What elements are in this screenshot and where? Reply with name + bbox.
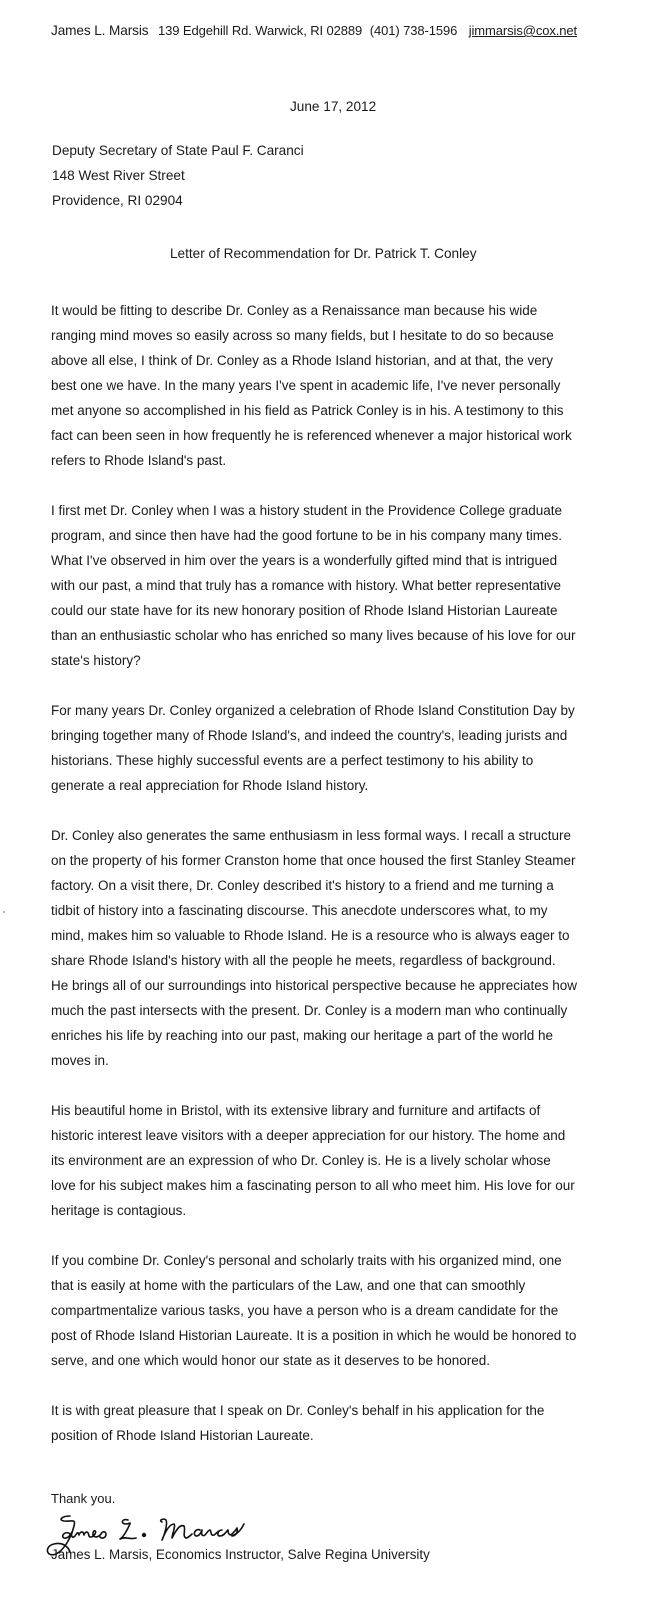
body-line: love for his subject makes him a fascinating person to all who meet him. His love for our [51, 1178, 575, 1193]
body-line: program, and since then have had the good fortune to be in his company many times. [51, 528, 563, 543]
signature-stroke [194, 1524, 244, 1536]
sender-address: 139 Edgehill Rd. Warwick, RI 02889 [157, 23, 363, 38]
body-line: position of Rhode Island Historian Laureate. [51, 1428, 314, 1443]
body-line: fact can been seen in how frequently he is referenced whenever a major historical work [51, 428, 572, 443]
body-line: historic interest leave visitors with a deeper appreciation for our history. The home and [51, 1128, 566, 1143]
body-line: It is with great pleasure that I speak on Dr. Conley's behalf in his application for the [51, 1403, 545, 1418]
body-line: could our state have for its new honorary position of Rhode Island Historian Laureate [51, 603, 558, 618]
body-line: with our past, a mind that truly has a romance with history. What better representative [51, 578, 561, 593]
body-line: mind, makes him so valuable to Rhode Island. He is a resource who is always eager to [51, 928, 570, 943]
recipient-address [52, 138, 304, 213]
body-line: best one we have. In the many years I've spent in academic life, I've never personally [51, 378, 561, 393]
body-line: above all else, I think of Dr. Conley as a Rhode Island historian, and at that, the very [51, 353, 554, 368]
letter-subject: Letter of Recommendation for Dr. Patrick T. Conley [170, 246, 477, 261]
body-line: It would be fitting to describe Dr. Conley as a Renaissance man because his wide [51, 303, 538, 318]
body-line: its environment are an expression of who Dr. Conley is. He is a lively scholar whose [51, 1153, 551, 1168]
sender-name: James L. Marsis [51, 23, 149, 38]
body-line: met anyone so accomplished in his field as Patrick Conley is in his. A testimony to this [51, 403, 564, 418]
body-line: bringing together many of Rhode Island's, and indeed the country's, leading jurists and [51, 728, 568, 743]
body-line: heritage is contagious. [51, 1203, 187, 1218]
body-line: enriches his life by reaching into our past, making our heritage a part of the world he [51, 1028, 554, 1043]
body-paragraph [51, 698, 617, 798]
sender-phone: (401) 738-1596 [369, 23, 458, 38]
body-line: ranging mind moves so easily across so many fields, but I hesitate to do so because [51, 328, 554, 343]
body-line: historians. These highly successful events are a perfect testimony to his ability to [51, 753, 534, 768]
body-line: share Rhode Island's history with all the people he meets, regardless of background. [51, 953, 556, 968]
body-paragraph [51, 1098, 617, 1223]
body-line: He brings all of our surroundings into historical perspective because he appreciates how [51, 978, 578, 993]
body-line: state's history? [51, 653, 141, 668]
body-paragraph [51, 298, 617, 473]
recipient-city: Providence, RI 02904 [52, 193, 183, 208]
body-line: compartmentalize various tasks, you have a person who is a dream candidate for the [51, 1303, 559, 1318]
body-line: much the past intersects with the present. Dr. Conley is a modern man who continually [51, 1003, 568, 1018]
body-line: factory. On a visit there, Dr. Conley described it's history to a friend and me turning a [51, 878, 554, 893]
body-line: that is easily at home with the particulars of the Law, and one that can smoothly [51, 1278, 526, 1293]
body-paragraph [51, 1248, 617, 1373]
body-line: than an enthusiastic scholar who has enriched so many lives because of his love for our [51, 628, 576, 643]
body-line: For many years Dr. Conley organized a celebration of Rhode Island Constitution Day by [51, 703, 575, 718]
body-line: refers to Rhode Island's past. [51, 453, 227, 468]
signature-stroke [63, 1531, 106, 1538]
letter-date: June 17, 2012 [290, 99, 377, 114]
body-line: What I've observed in him over the years is a wonderfully gifted mind that is intrigued [51, 553, 558, 568]
body-line: If you combine Dr. Conley's personal and scholarly traits with his organized mind, one [51, 1253, 562, 1268]
scan-speck [3, 911, 5, 913]
signer-name-title: James L. Marsis, Economics Instructor, Salve Regina University [51, 1547, 430, 1562]
letter-body [51, 298, 617, 1473]
sender-email-link[interactable]: jimmarsis@cox.net [468, 23, 578, 38]
recipient-street: 148 West River Street [52, 168, 185, 183]
body-line: generate a real appreciation for Rhode Island history. [51, 778, 369, 793]
body-line: on the property of his former Cranston home that once housed the first Stanley Steamer [51, 853, 576, 868]
body-line: moves in. [51, 1053, 109, 1068]
body-line: post of Rhode Island Historian Laureate. It is a position in which he would be honored to [51, 1328, 577, 1343]
body-line: tidbit of history into a fascinating discourse. This anecdote underscores what, to my [51, 903, 548, 918]
body-paragraph [51, 498, 617, 673]
signature-stroke [120, 1520, 136, 1539]
closing: Thank you. [51, 1491, 116, 1506]
signature-stroke [161, 1519, 192, 1540]
body-paragraph [51, 1398, 617, 1448]
body-line: Dr. Conley also generates the same enthusiasm in less formal ways. I recall a structure [51, 828, 571, 843]
recipient-name: Deputy Secretary of State Paul F. Caranci [52, 143, 304, 158]
body-paragraph [51, 823, 617, 1073]
letterhead [51, 23, 606, 38]
body-line: His beautiful home in Bristol, with its extensive library and furniture and artifacts of [51, 1103, 541, 1118]
body-line: serve, and one which would honor our state as it deserves to be honored. [51, 1353, 491, 1368]
body-line: I first met Dr. Conley when I was a history student in the Providence College graduate [51, 503, 563, 518]
signature-dot [143, 1534, 146, 1537]
